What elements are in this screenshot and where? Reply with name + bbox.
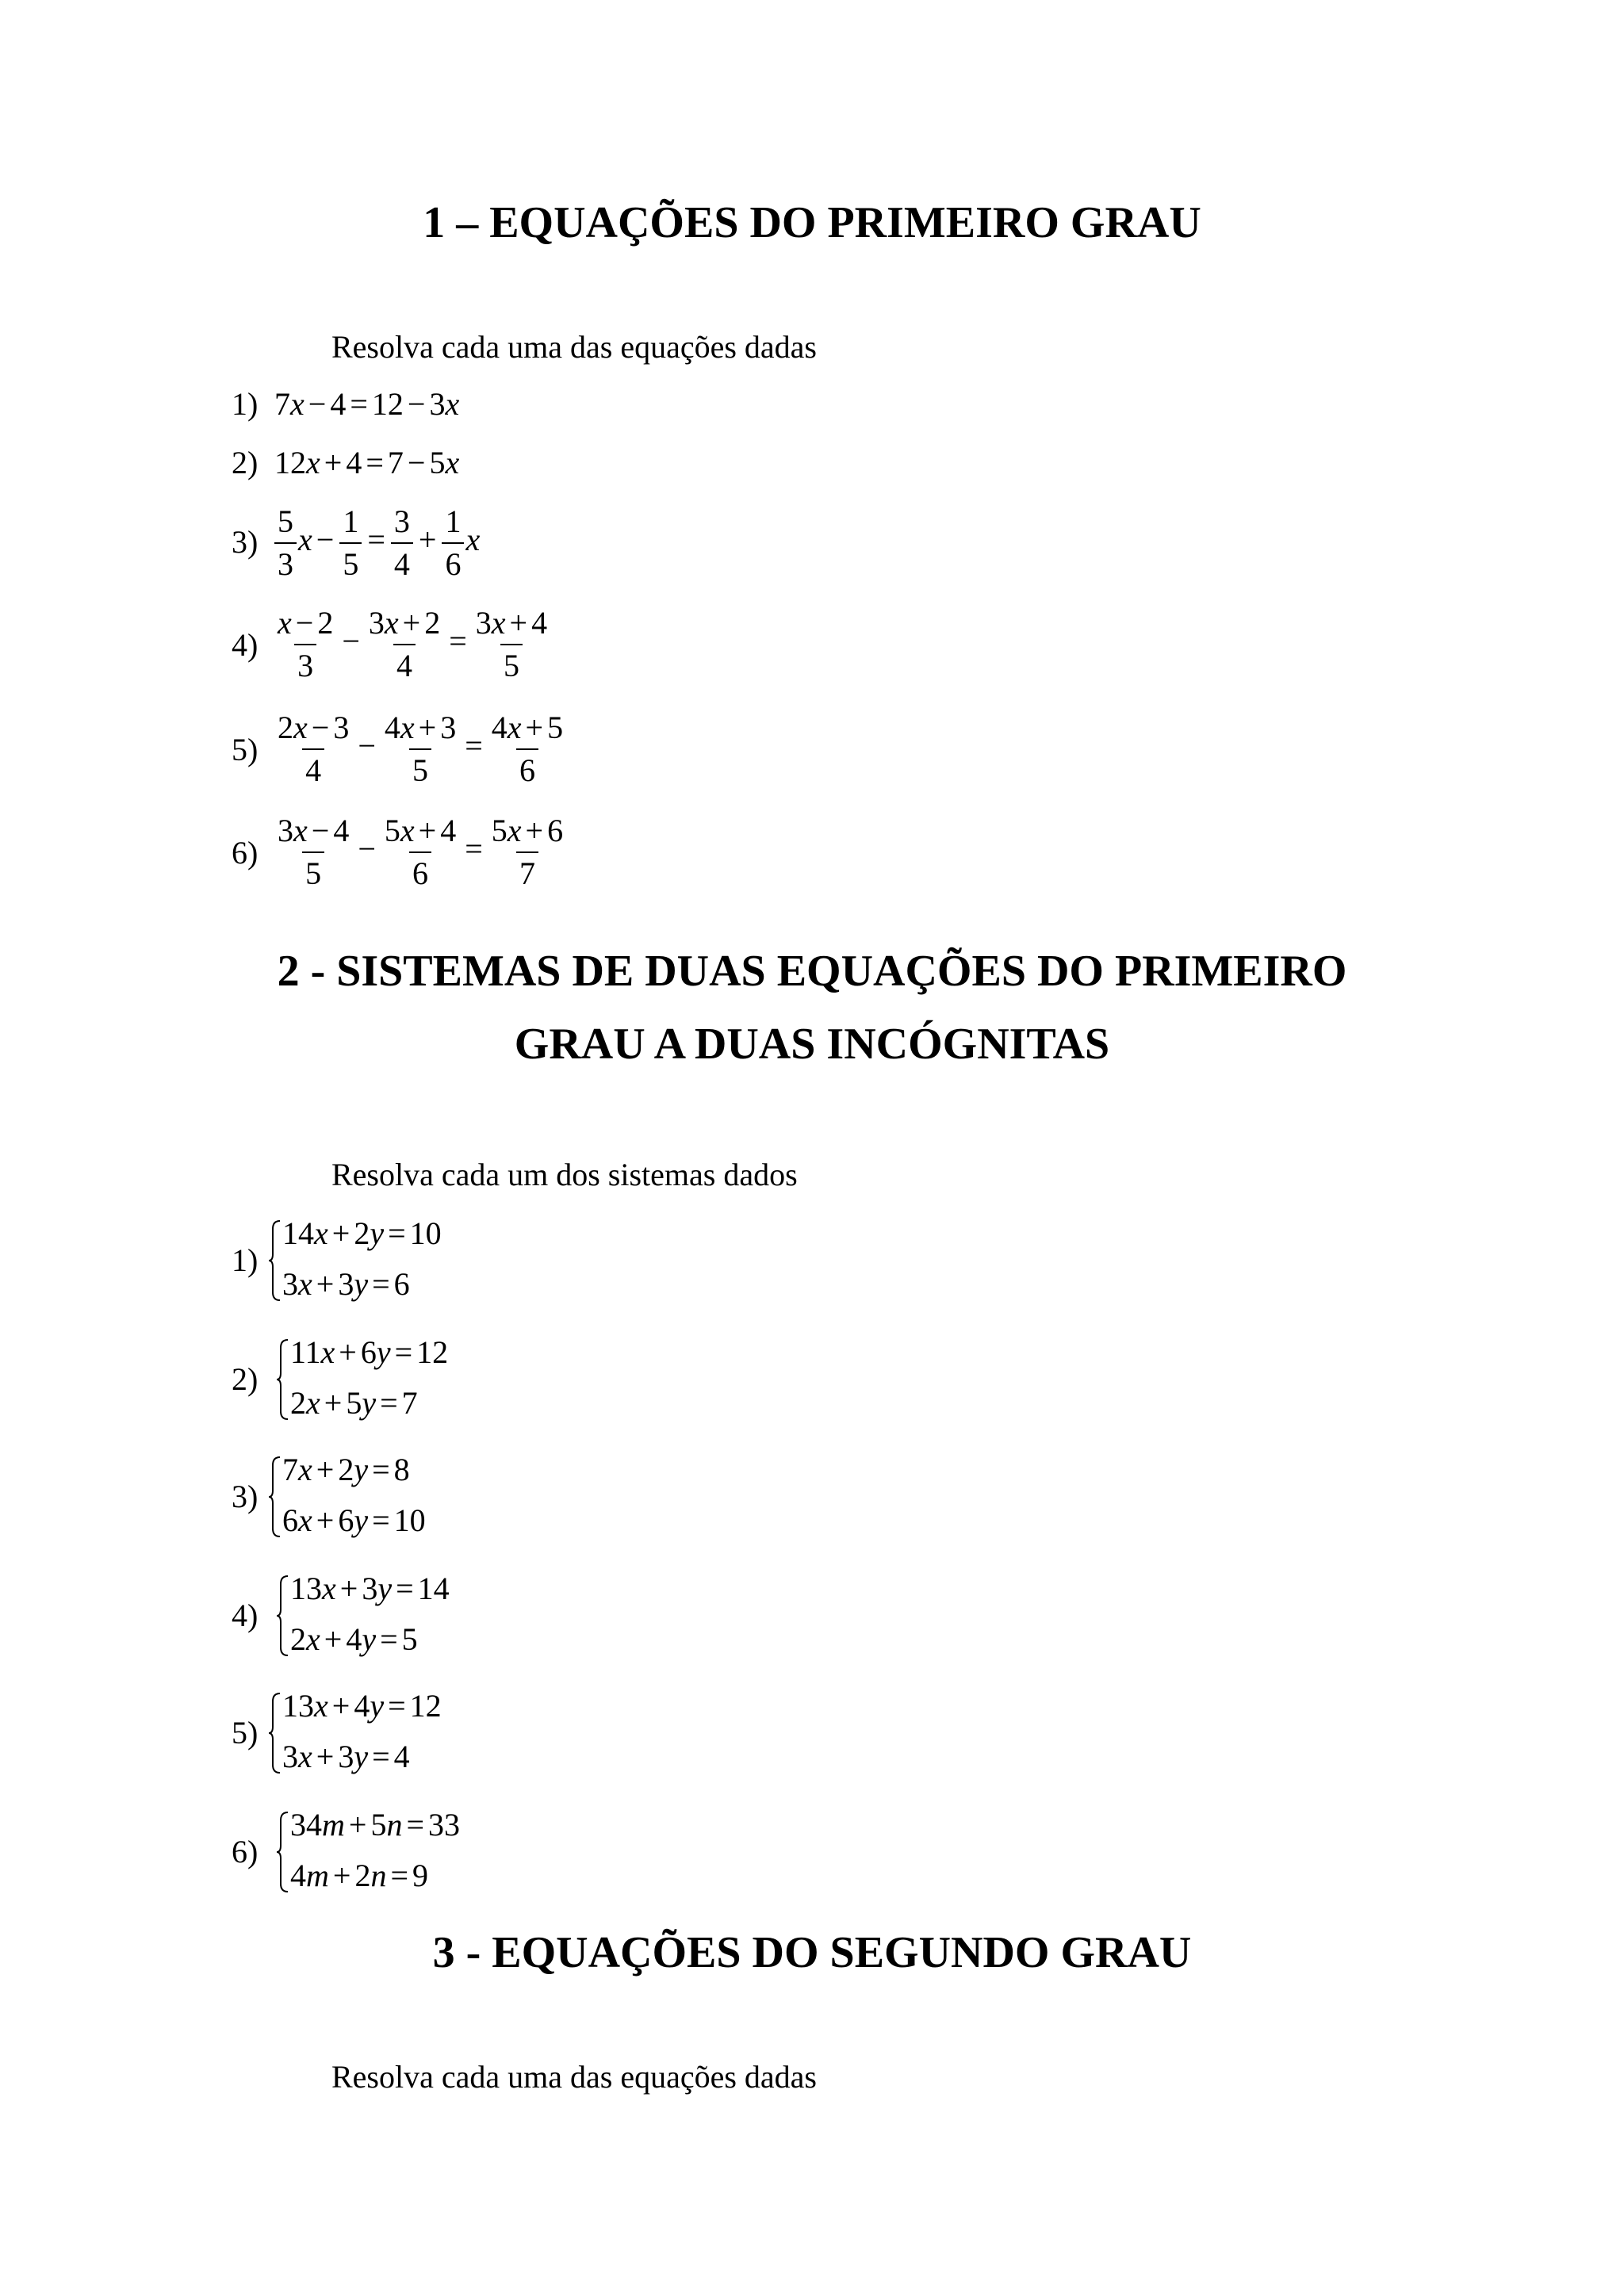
sys3-eq1: 7x + 2y = 8 [282,1452,410,1487]
eq3-label: 3) [232,524,259,560]
eq1-label: 1) [232,386,259,422]
sys4-eq1: 13x + 3y = 14 [290,1571,450,1606]
section2-heading-line2: GRAU A DUAS INCÓGNITAS [514,1020,1110,1069]
eq4-label: 4) [232,627,259,663]
sys6-brace [276,1811,289,1893]
section3-instruction: Resolva cada uma das equações dadas [331,2059,817,2095]
sys4-eq2: 2x + 4y = 5 [290,1621,418,1657]
eq5-label: 5) [232,732,259,767]
section1-heading: 1 – EQUAÇÕES DO PRIMEIRO GRAU [423,198,1201,247]
sys2-brace [276,1338,289,1421]
eq5-expression: $\frac{2x - 3}{4}$ − $\frac{4x + 3}{5}$ = $\frac{4x + 5}{6}$ [278,710,564,788]
section2-instruction: Resolva cada um dos sistemas dados [331,1157,798,1192]
sys2-eq1: 11x + 6y = 12 [290,1334,449,1370]
section2-heading-line1: 2 - SISTEMAS DE DUAS EQUAÇÕES DO PRIMEIRO [277,947,1347,996]
sys1-label: 1) [232,1242,259,1278]
eq1-expression: 7x − 4 = 12 − 3x [274,386,460,422]
sys1-eq2: 3x + 3y = 6 [282,1266,410,1302]
section1-instruction: Resolva cada uma das equações dadas [331,329,817,365]
sys2-label: 2) [232,1361,259,1397]
sys5-label: 5) [232,1715,259,1751]
sys1-brace [268,1219,281,1302]
sys6-label: 6) [232,1834,259,1869]
section3-heading: 3 - EQUAÇÕES DO SEGUNDO GRAU [432,1928,1192,1977]
eq6-expression: $\frac{3x - 4}{5}$ − $\frac{5x + 4}{6}$ = $\frac{5x + 6}{7}$ [278,813,564,891]
sys4-brace [276,1575,289,1657]
sys5-eq2: 3x + 3y = 4 [282,1739,410,1774]
sys2-eq2: 2x + 5y = 7 [290,1385,418,1421]
eq4-expression: $\frac{x - 2}{3}$ − $\frac{3x + 2}{4}$ = $\frac{3x + 4}{5}$ [278,605,548,683]
eq3-expression: $\frac{5}{3}$ x − $\frac{1}{5}$ = $\frac{3}{4}$ + $\frac{1}{6}$ x [273,504,480,582]
sys6-eq1: 34m + 5n = 33 [290,1807,461,1843]
eq2-expression: 12x + 4 = 7 − 5x [274,445,460,480]
sys3-label: 3) [232,1479,259,1514]
sys4-label: 4) [232,1598,259,1633]
sys3-eq2: 6x + 6y = 10 [282,1502,426,1538]
sys6-eq2: 4m + 2n = 9 [290,1858,429,1893]
sys5-eq1: 13x + 4y = 12 [282,1688,442,1724]
sys5-brace [268,1692,281,1774]
sys3-brace [268,1456,281,1538]
eq2-label: 2) [232,445,259,480]
sys1-eq1: 14x + 2y = 10 [282,1215,442,1251]
eq6-label: 6) [232,835,259,871]
